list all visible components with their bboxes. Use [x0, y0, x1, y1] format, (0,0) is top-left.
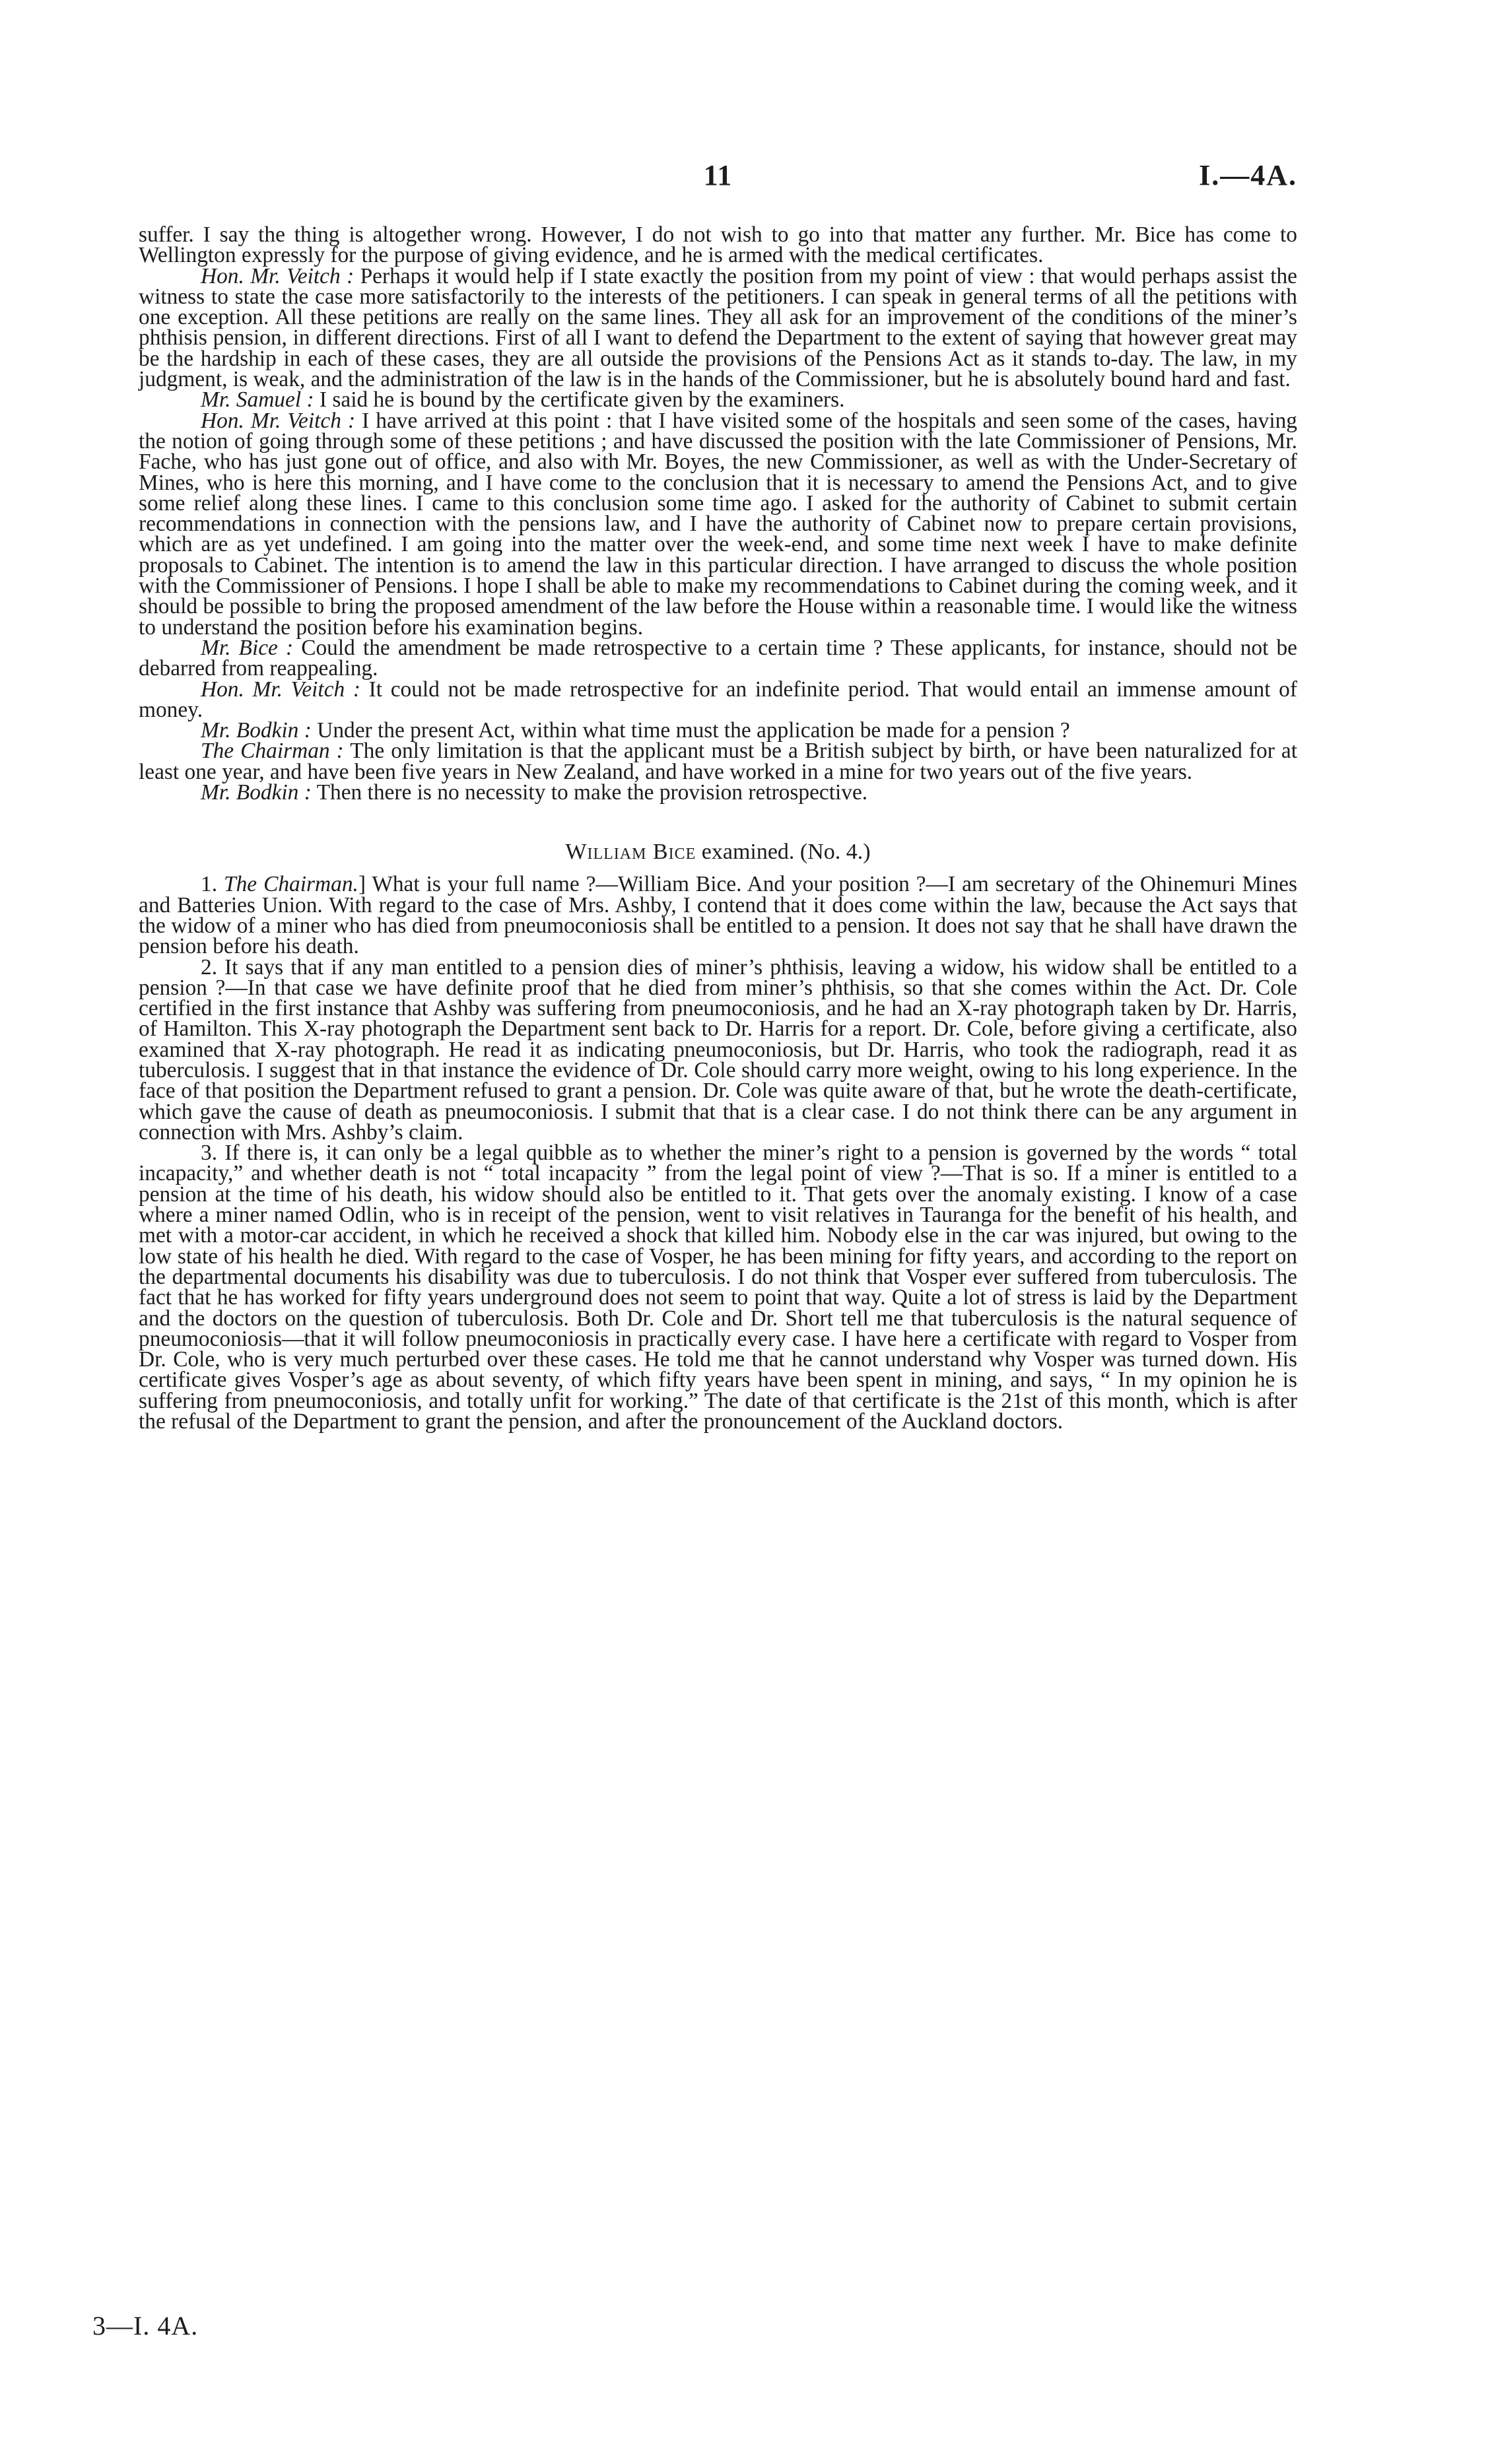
paragraph-text: I have arrived at this point : that I have visited some of the hospitals and seen some of the cases, having the notion of going through some of these petitions ; and have discussed the position with the late Commissioner of Pensions, Mr. Fache, who has just gone out of office, and also with Mr. Boyes, the new Commissioner, as well as with the Under-Secretary of Mines, who is here this morning, and I have come to the conclusion that it is necessary to amend the Pensions Act, and to give some relief along these lines. I came to this conclusion some time ago. I asked for the authority of Cabinet to submit certain recommendations in connection with the pensions law, and I have the authority of Cabinet now to prepare certain provisions, which are as yet undefined. I am going into the matter over the week-end, and some time next week I have to make definite proposals to Cabinet. The intention is to amend the law in this particular direction. I have arranged to discuss the whole position with the Commissioner of Pensions. I hope I shall be able to make my recommendations to Cabinet during the coming week, and it should be possible to bring the proposed amendment of the law before the House within a reasonable time. I would like the witness to understand the position before his examination begins.	[139, 408, 1297, 640]
question-number: 3.	[201, 1141, 225, 1166]
paragraph-bice	[139, 635, 1297, 681]
question-3	[139, 1143, 1297, 1432]
speaker-name: Hon. Mr. Veitch :	[201, 408, 356, 433]
paragraph-text: Then there is no necessity to make the provision retrospective.	[311, 780, 868, 805]
speaker-name: Mr. Bice :	[201, 635, 294, 660]
speaker-name: Mr. Bodkin :	[201, 780, 312, 805]
signature-mark: 3—I. 4A.	[92, 2311, 199, 2341]
section-title-rest: examined. (No. 4.)	[696, 840, 871, 865]
paragraph-veitch-3	[139, 679, 1297, 721]
paragraph-bodkin-1	[139, 720, 1297, 741]
page-body	[139, 224, 1297, 1432]
question-2	[139, 954, 1297, 1145]
paragraph-text: The only limitation is that the applicant must be a British subject by birth, or have been naturalized for at least one year, and have been five years in New Zealand, and have worked in a mine for two years out of the five years.	[139, 739, 1298, 784]
witness-name: William Bice	[565, 840, 696, 865]
paragraph-text: Under the present Act, within what time must the application be made for a pension ?	[311, 718, 1070, 743]
question-number: 2.	[201, 954, 225, 980]
speaker-name: Mr. Bodkin :	[201, 718, 312, 743]
paragraph-text: suffer. I say the thing is altogether wrong. However, I do not wish to go into that matter any further. Mr. Bice has come to Wellington expressly for the purpose of giving evidence, and he is armed with the medical certificates.	[139, 222, 1297, 268]
paragraph-samuel	[139, 387, 1297, 413]
speaker-name: The Chairman :	[201, 739, 344, 764]
question-1	[139, 872, 1297, 959]
paragraph-chairman	[139, 741, 1297, 782]
paragraph-text: ] What is your full name ?—William Bice. And your position ?—I am secretary of the Ohinemuri Mines and Batteries Union. With regard to the case of Mrs. Ashby, I contend that it does come within the law, because the Act says that the widow of a miner who has died from pneumoconiosis shall be entitled to a pension. It does not say that he shall have drawn the pension before his death.	[139, 872, 1297, 959]
paragraph-bodkin-2	[139, 782, 1297, 803]
speaker-name: Hon. Mr. Veitch :	[201, 677, 360, 702]
paragraph-text: If there is, it can only be a legal quibble as to whether the miner’s right to a pension is governed by the words “ total incapacity,” and whether death is not “ total incapacity ” from the legal point of view ?—That is so. If a miner is entitled to a pension at the time of his death, his widow should also be entitled to it. That gets over the anomaly existing. I know of a case where a miner named Odlin, who is in receipt of the pension, went to visit relatives in Tauranga for the benefit of his health, and met with a motor-car accident, in which he received a shock that killed him. Nobody else in the car was injured, but owing to the low state of his health he died. With regard to the case of Vosper, he has been mining for fifty years, and according to the report on the departmental documents his disability was due to tuberculosis. I do not think that Vosper ever suffered from tuberculosis. The fact that he has worked for fifty years underground does not seem to point that way. Quite a lot of stress is laid by the Department and the doctors on the question of tuberculosis. Both Dr. Cole and Dr. Short tell me that tuberculosis is the natural sequence of pneumoconiosis—that it will follow pneumoconiosis in practically every case. I have here a certificate with regard to Vosper from Dr. Cole, who is very much perturbed over these cases. He told me that he cannot understand why Vosper was turned down. His certificate gives Vosper’s age as about seventy, of which fifty years have been spent in mining, and says, “ In my opinion he is suffering from pneumoconiosis, and totally unfit for working.” The date of that certificate is the 21st of this month, which is after the refusal of the Department to grant the pension, and after the pronouncement of the Auckland doctors.	[139, 1141, 1297, 1434]
speaker-name: The Chairman.	[224, 872, 358, 897]
document-reference: I.—4A.	[1199, 159, 1297, 191]
paragraph-veitch-1	[139, 263, 1297, 392]
paragraph-text: Could the amendment be made retrospective to a certain time ? These applicants, for instance, should not be debarred from reappealing.	[139, 635, 1297, 681]
speaker-name: Hon. Mr. Veitch :	[201, 263, 355, 288]
paragraph-text: Perhaps it would help if I state exactly the position from my point of view : that would perhaps assist the witness to state the case more satisfactorily to the interests of the petitioners. I can speak in general terms of all the petitions with one exception. All these petitions are really on the same lines. They all ask for an improvement of the conditions of the miner’s phthisis pension, in different directions. First of all I want to defend the Department to the extent of saying that however great may be the hardship in each of these cases, they are all outside the provisions of the Pensions Act as it stands to-day. The law, in my judgment, is weak, and the administration of the law is in the hands of the Commissioner, but he is absolutely bound hard and fast.	[139, 263, 1297, 392]
paragraph-continuation	[139, 224, 1297, 266]
speaker-name: Mr. Samuel :	[201, 387, 314, 413]
page-header	[139, 158, 1297, 198]
paragraph-text: It says that if any man entitled to a pension dies of miner’s phthisis, leaving a widow, his widow shall be entitled to a pension ?—In that case we have definite proof that he died from miner’s phthisis, so that she comes within the Act. Dr. Cole certified in the first instance that Ashby was suffering from pneumoconiosis, and he had an X-ray photograph taken by Dr. Harris, of Hamilton. This X-ray photograph the Department sent back to Dr. Harris for a report. Dr. Cole, before giving a certificate, also examined that X-ray photograph. He read it as indicating pneumoconiosis, but Dr. Harris, who took the radiograph, read it as tuberculosis. I suggest that in that instance the evidence of Dr. Cole should carry more weight, owing to his long experience. In the face of that position the Department refused to grant a pension. Dr. Cole was quite aware of that, but he wrote the death-certificate, which gave the cause of death as pneumoconiosis. I submit that that is a clear case. I do not think there can be any argument in connection with Mrs. Ashby’s claim.	[139, 954, 1297, 1145]
paragraph-veitch-2	[139, 408, 1297, 640]
question-number: 1.	[201, 872, 224, 897]
paragraph-text: I said he is bound by the certificate given by the examiners.	[314, 387, 845, 413]
paragraph-text: It could not be made retrospective for an indefinite period. That would entail an immense amount of money.	[139, 677, 1297, 722]
section-title	[139, 841, 1297, 863]
page-number: 11	[703, 159, 733, 191]
